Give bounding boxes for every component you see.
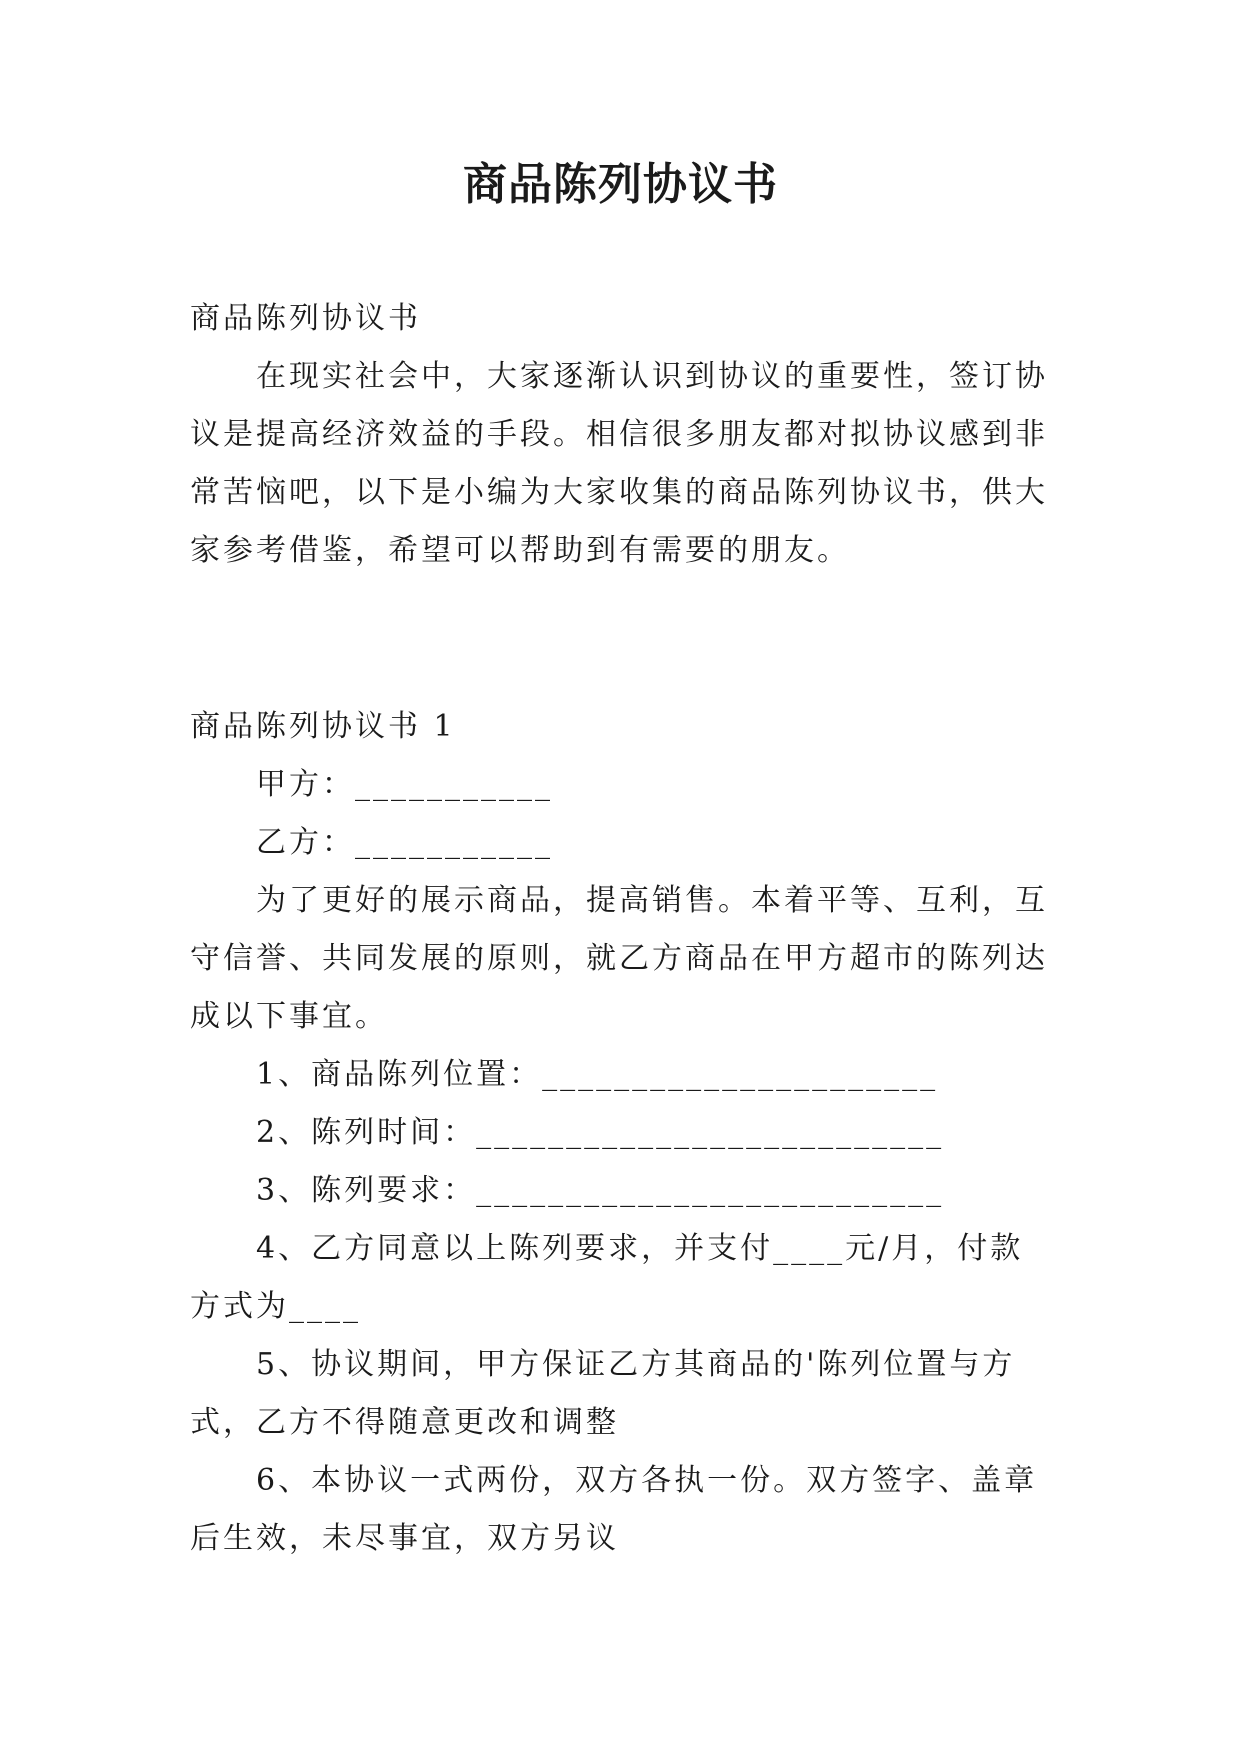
clause-4: 4、乙方同意以上陈列要求，并支付____元/月，付款方式为____	[190, 1231, 1024, 1324]
party-a-line: 甲方：___________	[256, 767, 553, 802]
clause-2: 2、陈列时间：__________________________	[256, 1115, 945, 1150]
intro-paragraph: 在现实社会中，大家逐渐认识到协议的重要性，签订协议是提高经济效益的手段。相信很多朋友都对拟协议感到非常苦恼吧，以下是小编为大家收集的商品陈列协议书，供大家参考借鉴，希望可以帮助到有需要的朋友。	[190, 359, 1048, 568]
intro-section	[190, 290, 1056, 580]
section-heading: 商品陈列协议书 1	[190, 709, 456, 744]
clause-6: 6、本协议一式两份，双方各执一份。双方签字、盖章后生效，未尽事宜，双方另议	[190, 1463, 1038, 1556]
clause-3: 3、陈列要求：__________________________	[256, 1173, 945, 1208]
party-b-line: 乙方：___________	[256, 825, 553, 860]
document-title: 商品陈列协议书	[463, 159, 778, 210]
clause-1: 1、商品陈列位置：______________________	[256, 1057, 939, 1092]
preamble-paragraph: 为了更好的展示商品，提高销售。本着平等、互利，互守信誉、共同发展的原则，就乙方商品在甲方超市的陈列达成以下事宜。	[190, 883, 1048, 1034]
clause-5: 5、协议期间，甲方保证乙方其商品的'陈列位置与方式，乙方不得随意更改和调整	[190, 1347, 1016, 1440]
intro-heading: 商品陈列协议书	[190, 301, 421, 336]
agreement-section-1	[190, 698, 1056, 1568]
